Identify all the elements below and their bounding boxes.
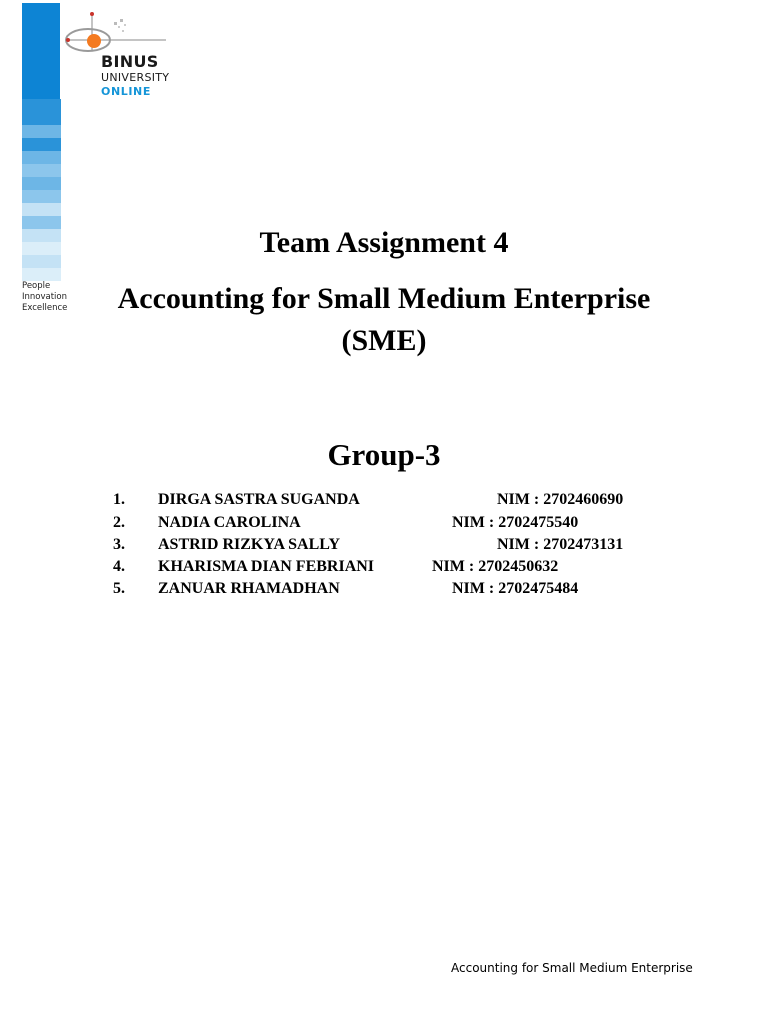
member-nim: NIM : 2702460690 — [497, 491, 624, 508]
group-title: Group-3 — [327, 437, 441, 472]
list-item — [0, 580, 768, 602]
strip-solid-block — [22, 3, 60, 99]
mosaic-tile — [35, 203, 48, 216]
tagline-line: People — [22, 281, 51, 291]
logo-emblem-icon — [64, 10, 174, 52]
logo-binus-text: BINUS — [101, 52, 159, 71]
mosaic-tile — [48, 268, 61, 281]
mosaic-tile — [48, 203, 61, 216]
mosaic-tile — [35, 190, 48, 203]
mosaic-tile — [48, 99, 61, 112]
course-title-line1: Accounting for Small Medium Enterprise — [117, 282, 651, 315]
mosaic-tile — [48, 151, 61, 164]
tagline-line: Innovation — [22, 292, 68, 302]
mosaic-tile — [48, 177, 61, 190]
member-number: 2. — [113, 514, 125, 531]
tagline-line: Excellence — [22, 303, 68, 313]
member-number: 3. — [113, 536, 125, 553]
mosaic-tile — [48, 164, 61, 177]
list-item — [0, 536, 768, 558]
list-item — [0, 558, 768, 580]
mosaic-tile — [35, 151, 48, 164]
list-item — [0, 491, 768, 513]
mosaic-tile — [22, 138, 35, 151]
page-footer: Accounting for Small Medium Enterprise — [451, 961, 693, 975]
member-number: 5. — [113, 580, 125, 597]
mosaic-tile — [35, 164, 48, 177]
member-nim: NIM : 2702473131 — [497, 536, 624, 553]
mosaic-tile — [35, 177, 48, 190]
mosaic-tile — [22, 151, 35, 164]
member-name: ASTRID RIZKYA SALLY — [158, 536, 340, 553]
member-nim: NIM : 2702450632 — [432, 558, 559, 575]
mosaic-tile — [48, 138, 61, 151]
mosaic-tile — [48, 112, 61, 125]
logo-online-text: ONLINE — [101, 85, 151, 98]
mosaic-tile — [48, 125, 61, 138]
member-nim: NIM : 2702475484 — [452, 580, 579, 597]
mosaic-tile — [48, 190, 61, 203]
mosaic-tile — [22, 268, 35, 281]
member-name: KHARISMA DIAN FEBRIANI — [158, 558, 375, 575]
mosaic-tile — [35, 268, 48, 281]
mosaic-tile — [22, 190, 35, 203]
mosaic-tile — [22, 125, 35, 138]
course-title-line2: (SME) — [341, 324, 427, 357]
mosaic-tile — [22, 164, 35, 177]
mosaic-tile — [35, 112, 48, 125]
member-nim: NIM : 2702475540 — [452, 514, 579, 531]
assignment-title: Team Assignment 4 — [259, 226, 509, 259]
mosaic-tile — [22, 203, 35, 216]
binus-logo — [64, 10, 184, 102]
list-item — [0, 514, 768, 536]
mosaic-tile — [35, 99, 48, 112]
member-number: 1. — [113, 491, 125, 508]
mosaic-tile — [22, 99, 35, 112]
logo-university-text: UNIVERSITY — [101, 71, 170, 84]
member-name: DIRGA SASTRA SUGANDA — [158, 491, 360, 508]
member-number: 4. — [113, 558, 125, 575]
mosaic-tile — [35, 125, 48, 138]
member-name: ZANUAR RHAMADHAN — [158, 580, 340, 597]
mosaic-tile — [35, 138, 48, 151]
mosaic-tile — [22, 177, 35, 190]
mosaic-tile — [22, 112, 35, 125]
member-name: NADIA CAROLINA — [158, 514, 301, 531]
